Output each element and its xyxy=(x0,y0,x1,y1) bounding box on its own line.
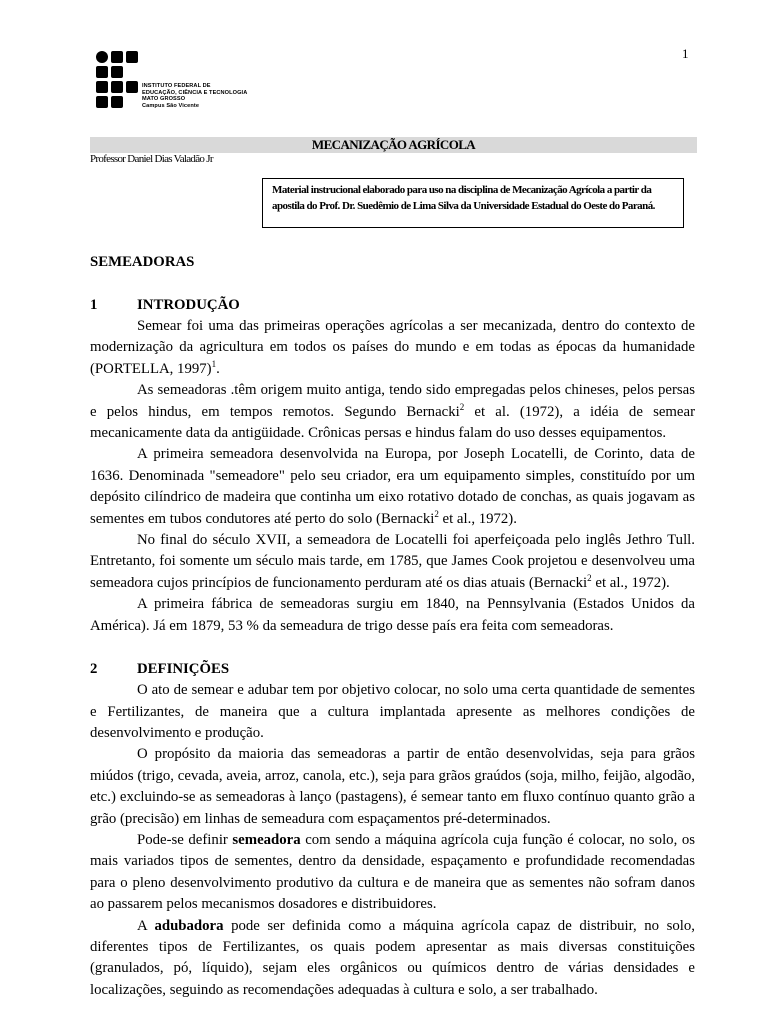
instructional-note-box: Material instrucional elaborado para uso na disciplina de Mecanização Agrícola a partir da apostila do Prof. Dr. Suedêmio de Lima Silva da Universidade Estadual do Oeste do Paraná. xyxy=(262,178,684,228)
paragraph: O propósito da maioria das semeadoras a partir de então desenvolvidas, seja para grãos miúdos (trigo, cevada, aveia, arroz, canola, etc.), seja para grãos graúdos (soja, milho, feijão, algodão, etc.) excluindo-se as semeadoras à lanço (pastagens), é semear tanto em fluxo contínuo quanto grão a grão (precisão) em linhas de semeadura com espaçamentos pré-determinados. xyxy=(90,746,695,827)
paragraph: Pode-se definir semeadora com sendo a máquina agrícola cuja função é colocar, no solo, os mais variados tipos de sementes, dentro da densidade, espaçamento e profundidade recomendadas para o pleno desenvolvimento produtivo da cultura e de maneira que as sementes não sofram danos ao passarem pelos mecanismos dosadores e distribuidores. xyxy=(90,831,695,913)
section-heading xyxy=(90,295,695,316)
paragraph: A primeira semeadora desenvolvida na Europa, por Joseph Locatelli, de Corinto, data de 1636. Denominada "semeadore" pelo seu criador, era um equipamento simples, constituído por um depósito cilíndrico de madeira que continha um eixo rotativo dotado de conchas, as quais jogavam as sementes em tubos condutores até perto do solo (Bernacki$^2$ et al., 1972). xyxy=(90,446,695,527)
main-heading: SEMEADORAS xyxy=(90,254,195,270)
footnote-ref: 1 xyxy=(211,358,217,369)
paragraph: No final do século XVII, a semeadora de Locatelli foi aperfeiçoada pelo inglês Jethro Tull. Entretanto, foi somente um século mais tarde, em 1785, que James Cook projetou e desenvolveu uma semeadora cujos princípios de funcionamento perduram até os dias atuais (Bernacki$^2$ et al., 1972). xyxy=(90,532,695,591)
term-semeadora: semeadora xyxy=(232,831,301,848)
footnote-ref: 2 xyxy=(434,508,439,519)
section-title: DEFINIÇÕES xyxy=(137,661,230,678)
footnote-ref: 2 xyxy=(459,401,465,412)
institution-name xyxy=(142,83,247,109)
term-adubadora: adubadora xyxy=(154,917,224,934)
institution-line: INSTITUTO FEDERAL DE xyxy=(142,83,211,89)
page-number: 1 xyxy=(682,46,689,61)
paragraph: A primeira fábrica de semeadoras surgiu em 1840, na Pennsylvania (Estados Unidos da América). Já em 1879, 53 % da semeadura de trigo desse país era feita com semeadoras. xyxy=(90,596,695,634)
section-number: 2 xyxy=(90,661,98,678)
paragraph: O ato de semear e adubar tem por objetivo colocar, no solo uma certa quantidade de sementes e Fertilizantes, de maneira que a cultura implantada apresente as melhores condições de desenvolvimento e produção. xyxy=(90,682,695,741)
institution-logo xyxy=(96,51,140,113)
section-heading xyxy=(90,659,695,680)
document-body xyxy=(90,252,695,1001)
author-line: Professor Daniel Dias Valadão Jr xyxy=(90,153,213,165)
section-number: 1 xyxy=(90,297,98,313)
institution-line: EDUCAÇÃO, CIÊNCIA E TECNOLOGIA xyxy=(142,89,248,96)
paragraph: As semeadoras .têm origem muito antiga, tendo sido empregadas pelos chineses, pelos persas e pelos hindus, em tempos remotos. Segundo Bernacki$^2$ et al. (1972), a idéia de semear mecanicamente data da antigüidade. Crônicas persas e hindus falam do uso desses equipamentos. xyxy=(90,382,695,442)
document-title: MECANIZAÇÃO AGRÍCOLA xyxy=(90,137,697,153)
institution-line: MATO GROSSO xyxy=(142,96,186,103)
section-title: INTRODUÇÃO xyxy=(137,297,240,313)
paragraph: Semear foi uma das primeiras operações agrícolas a ser mecanizada, dentro do contexto de modernização da agricultura em todos os países do mundo e em todas as épocas da humanidade (PORTELLA, 1997)$^1$. xyxy=(90,318,695,377)
paragraph: A adubadora pode ser definida como a máquina agrícola capaz de distribuir, no solo, diferentes tipos de Fertilizantes, os quais podem apresentar as mais diversas constituições (granulados, pó, líquido), sejam eles orgânicos ou químicos dentro de várias densidades e localizações, seguindo as recomendações adequadas à cultura e solo, a ser trabalhado. xyxy=(90,917,695,998)
footnote-ref: 2 xyxy=(587,572,592,583)
logo-grid-icon xyxy=(96,51,140,113)
institution-line: Campus São Vicente xyxy=(142,102,200,109)
